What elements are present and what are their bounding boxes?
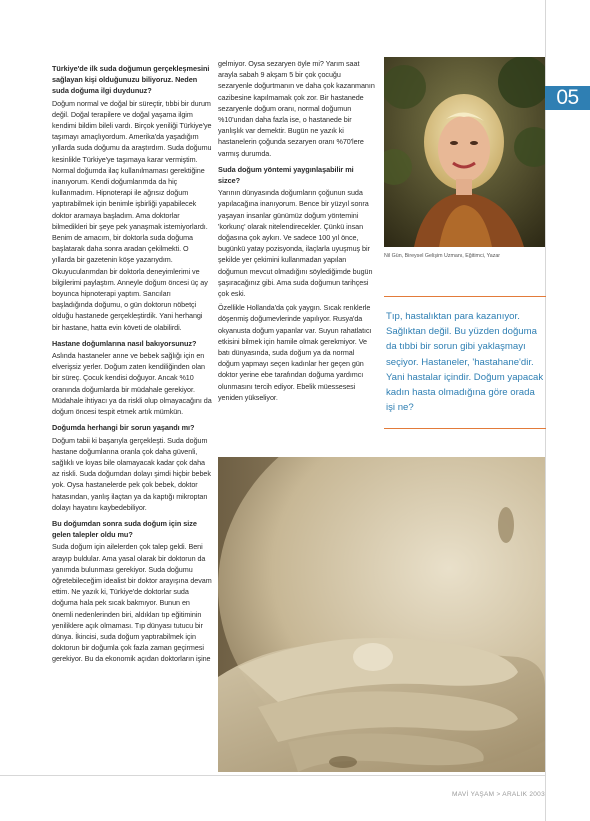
footer-magazine-date: MAVİ YAŞAM > ARALIK 2003 — [451, 791, 545, 798]
article-column-1 — [52, 58, 212, 668]
question-heading: Doğumda herhangi bir sorun yaşandı mı? — [52, 423, 195, 433]
page-border-bottom — [0, 775, 546, 776]
paragraph: Suda doğum için ailelerden çok talep geldi. Beni arayıp buldular. Ama yasal olarak bir doktorun da yanımda bulunması gerekiyor. Suda doğumu öğretebileceğim idealist bir doktor arayışına devam ettim. Ne yazık ki, Türkiye'de doktorlar suda doğuma hala pek sıcak bakmıyor. Bunun en önemli nedenlerinden biri, aldıkları tıp eğitiminin yeniliklere açık olmaması. Tıp dünyası tutucu bir dünya. İkincisi, suda doğum yaptırabilmek için doktorun bir doğumla çok fazla zaman geçirmesi gerekiyor. Bu da ekonomik açıdan doktorların işine — [52, 542, 212, 664]
pregnant-belly-photo — [218, 457, 545, 772]
page-number: 05 — [545, 86, 590, 110]
paragraph: Doğum normal ve doğal bir süreçtir, tıbbi bir durum değil. Doğal terapilere ve doğal yaşama ilgim kendimi bildim bileli vardı. Birçok yeniliği Türkiye'ye taşımayı amaçlıyordum. Amerika'da yaşadığım yıllarda suda doğumu da araştırdım. Suda doğumu kesinlikle Türkiye'ye taşımaya karar vermiştim. Normal doğumda ilaç kullanılmaması gerektiğine inanıyorum. Kendi doğumlarımda da hiç kullanmadım. Hipnoterapi ile ağrısız doğum yaptırabilmek için benimle işbirliği yapabilecek doktor aramaya başladım. Ama doktorlar bilmedikleri bir şeye pek yanaşmak istemiyorlardı. Benim de amacım, bir doktorla suda doğuma başlatarak daha sonra aradan çekilmekti. O yıllarda bir gazetenin köşe yazarıydım. Okuyucularımdan bir doktorla deneyimlerimi ve bilgilerimi paylaştım. Anneyle doğum öncesi üç ay boyunca hipnoterapi yaptım. Sancıları başladığında doğumu, o gün doktorun nöbetçi olduğu hastanede gerçekleştirdik. Yani herhangi bir hastane, hatta evin követi de olabilirdi. — [52, 98, 212, 332]
portrait-photo — [384, 57, 545, 247]
pull-quote: Tıp, hastalıktan para kazanıyor. Sağlıktan değil. Bu yüzden doğuma da tıbbi bir sorun gibi yaklaşmayı seçiyor. Hastaneler, 'hastahane'dir. Yani hastalar içindir. Doğum yapacak kadın hasta olmadığına göre orada işi ne? — [386, 311, 544, 414]
article-column-2 — [218, 58, 376, 406]
paragraph: gelmiyor. Oysa sezaryen öyle mi? Yarım saat arayla sabah 9 akşam 5 bir çok çocuğu sezaryenle doğurtmanın ve daha çok kazanmanın cazibesine kapılmamak çok zor. Bir hastanede sezaryenle doğum oranı, normal doğumun %10'undan daha fazla ise, o hastanede bir yanlışlık var demektir. Bugün ne yazık ki hastanelerin çoğunda sezaryen oranı %70'lere varmış durumda. — [218, 59, 375, 158]
quote-divider-bottom — [384, 428, 546, 429]
paragraph: Yarının dünyasında doğumların çoğunun suda yapılacağına inanıyorum. Bence bir yüzyıl sonra yaşayan insanlar günümüz doğum yöntemini 'korkunç' olarak nitelendirecekler. Çünkü insan doğasına çok aykırı. Ve sadece 100 yıl önce, bugünkü yatay pozisyonda, ilaçlarla uyuşmuş bir şekilde yer çekimini kullanmadan yapılan doğumun mevcut olmadığını söylediğimde bugün şaşıracağınız gibi. Ama suda doğumun tarihçesi çok eski. — [218, 188, 373, 299]
question-heading: Bu doğumdan sonra suda doğum için size gelen talepler oldu mu? — [52, 518, 197, 540]
question-heading: Türkiye'de ilk suda doğumun gerçekleşmesini sağlayan kişi olduğunuzu biliyoruz. Neden suda doğuma ilgi duydunuz? — [52, 64, 210, 96]
quote-divider-top — [384, 296, 546, 297]
paragraph: Doğum tabii ki başarıyla gerçekleşti. Suda doğum hastane doğumlarına oranla çok daha güvenli, sağlıklı ve kıyas bile olamayacak kadar çok daha az riskli. Suda doğumdan dolayı şimdi hiçbir bebek yok. Oysa hastanelerde pek çok bebek, doktor hatasından, yanlış ilaçtan ya da kaptığı mikroptan dolayı hayatını kaybedebiliyor. — [52, 435, 211, 512]
question-heading: Suda doğum yöntemi yaygınlaşabilir mi sizce? — [218, 164, 354, 186]
paragraph: Aslında hastaneler anne ve bebek sağlığı için en elverişsiz yerler. Doğum zaten kendiliğinden olan bir süreç. Çocuk kendisi doğuyor. Ancak %10 oranında doğumlarda bir müdahale gerekiyor. Müdahale ihtiyacı ya da riskli olup olmayacağını da doğum öncesi tespit etmek artık mümkün. — [52, 351, 212, 417]
question-heading: Hastane doğumlarına nasıl bakıyorsunuz? — [52, 338, 197, 348]
photo-caption: Nil Gün, Bireysel Gelişim Uzmanı, Eğitimci, Yazar — [384, 253, 501, 259]
paragraph: Özellikle Hollanda'da çok yaygın. Sıcak renklerle döşenmiş doğumevlerinde yapılıyor. Rusya'da okyanusta doğum yapanlar var. Suyun rahatlatıcı etkisini bilmek için hamile olmak gerekmiyor. Ve batı dünyasında, suda doğum ya da normal doğum yapmayı seçen kadınlar her geçen gün doktor yerine ebe tarafından doğuma yardımcı olunmasını tercih ediyor. Ebelik müessesesi yeniden yükseliyor. — [218, 303, 372, 402]
